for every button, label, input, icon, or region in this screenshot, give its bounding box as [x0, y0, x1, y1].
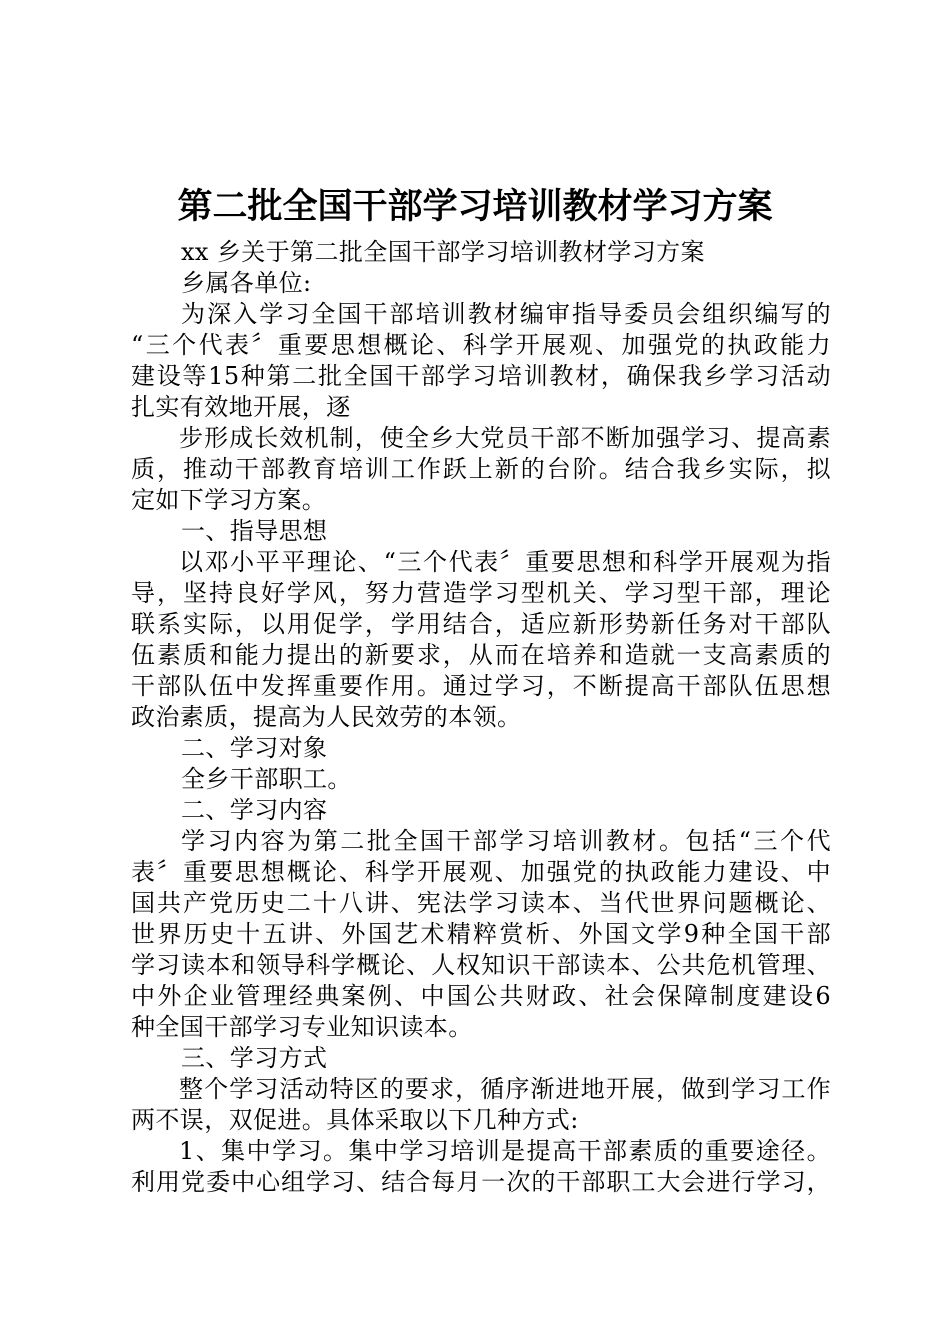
- section-heading: 三、学习方式: [181, 1044, 328, 1072]
- section-heading: 二、学习对象: [181, 734, 328, 762]
- paragraph-line: 为深入学习全国干部培训教材编审指导委员会组织编写的: [181, 300, 831, 328]
- paragraph-line: 1、集中学习。集中学习培训是提高干部素质的重要途径。: [179, 1137, 831, 1165]
- paragraph-line: 扎实有效地开展，逐: [131, 393, 351, 421]
- paragraph-line: 政治素质，提高为人民效劳的本领。: [131, 703, 522, 731]
- paragraph-line: 全乡干部职工。: [181, 765, 352, 793]
- paragraph-line: 伍素质和能力提出的新要求，从而在培养和造就一支高素质的: [131, 641, 831, 669]
- paragraph-line: 两不误，双促进。具体采取以下几种方式:: [131, 1106, 579, 1134]
- paragraph-line: 联系实际，以用促学，学用结合，适应新形势新任务对干部队: [131, 610, 831, 638]
- paragraph-line: 学习内容为第二批全国干部学习培训教材。包括“三个代: [181, 827, 831, 855]
- paragraph-line: 整个学习活动特区的要求，循序渐进地开展，做到学习工作: [179, 1075, 831, 1103]
- document-body: [131, 237, 831, 1198]
- paragraph-line: 质，推动干部教育培训工作跃上新的台阶。结合我乡实际，拟: [131, 455, 831, 483]
- paragraph-line: 建设等15种第二批全国干部学习培训教材，确保我乡学习活动: [131, 362, 831, 390]
- section-heading: 二、学习内容: [181, 796, 328, 824]
- paragraph-line: 定如下学习方案。: [131, 486, 327, 514]
- paragraph-line: 表〞重要思想概论、科学开展观、加强党的执政能力建设、中: [131, 858, 831, 886]
- salutation-line: 乡属各单位:: [181, 269, 312, 297]
- paragraph-line: 世界历史十五讲、外国艺术精粹赏析、外国文学9种全国干部: [131, 920, 831, 948]
- paragraph-line: 导，坚持良好学风，努力营造学习型机关、学习型干部，理论: [131, 579, 831, 607]
- paragraph-line: 以邓小平平理论、“三个代表〞重要思想和科学开展观为指: [179, 548, 831, 576]
- paragraph-line: 学习读本和领导科学概论、人权知识干部读本、公共危机管理、: [131, 951, 831, 979]
- paragraph-line: 中外企业管理经典案例、中国公共财政、社会保障制度建设6: [131, 982, 831, 1010]
- subtitle-line: xx 乡关于第二批全国干部学习培训教材学习方案: [181, 238, 705, 266]
- paragraph-line: 种全国干部学习专业知识读本。: [131, 1013, 473, 1041]
- paragraph-line: 步形成长效机制，使全乡大党员干部不断加强学习、提高素: [179, 424, 831, 452]
- document-title: 第二批全国干部学习培训教材学习方案: [177, 187, 773, 227]
- paragraph-line: 干部队伍中发挥重要作用。通过学习，不断提高干部队伍思想: [131, 672, 831, 700]
- paragraph-line: 利用党委中心组学习、结合每月一次的干部职工大会进行学习，: [131, 1168, 831, 1196]
- paragraph-line: “三个代表〞重要思想概论、科学开展观、加强党的执政能力: [131, 331, 831, 359]
- section-heading: 一、指导思想: [181, 517, 328, 545]
- paragraph-line: 国共产党历史二十八讲、宪法学习读本、当代世界问题概论、: [131, 889, 831, 917]
